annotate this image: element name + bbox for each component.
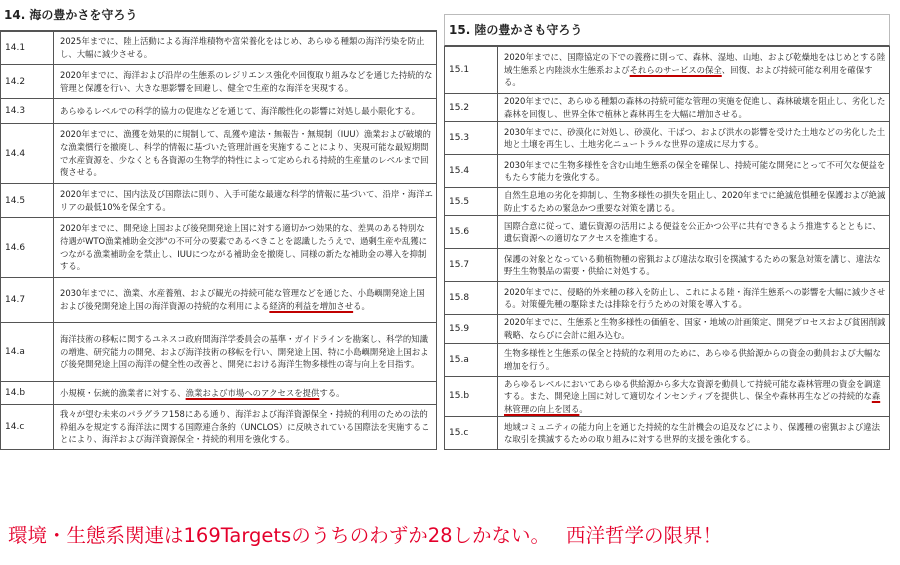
- target-row: [445, 282, 890, 315]
- target-id: 15.7: [445, 249, 498, 282]
- underlined-phrase: それらのサービスの保全: [629, 64, 722, 75]
- target-id: 14.7: [1, 278, 54, 323]
- target-text-part: あらゆるレベルにおいてあらゆる供給源から多大な資源を動員して持続可能な森林管理の資金を調達する。また、開発途上国に対して適切なインセンティブを提供し、保全や森林再生などの持続的な: [504, 378, 881, 402]
- footer-caption: [8, 520, 892, 560]
- target-row: [445, 417, 890, 450]
- target-text: [54, 382, 437, 405]
- sdg15-table: [444, 46, 890, 450]
- target-row: [445, 188, 890, 216]
- target-id: 14.a: [1, 323, 54, 382]
- target-row: [1, 382, 437, 405]
- target-id: 14.5: [1, 184, 54, 218]
- target-row: [1, 124, 437, 184]
- target-row: [1, 405, 437, 450]
- target-id: 15.8: [445, 282, 498, 315]
- target-row: [445, 155, 890, 188]
- target-text: 保護の対象となっている動植物種の密猟および違法な取引を撲滅するための緊急対策を講じ、違法な野生生物製品の需要・供給に対処する。: [498, 249, 890, 282]
- sdg14-table: [0, 31, 437, 450]
- target-text: [498, 376, 890, 417]
- target-row: [1, 278, 437, 323]
- target-text: 2030年までに生物多様性を含む山地生態系の保全を確保し、持続可能な開発にとって不可欠な便益をもたらす能力を強化する。: [498, 155, 890, 188]
- target-text: 生物多様性と生態系の保全と持続的な利用のために、あらゆる供給源からの資金の動員および大幅な増加を行う。: [498, 343, 890, 376]
- target-row: [445, 47, 890, 94]
- target-row: [1, 184, 437, 218]
- underlined-phrase: 森林管理の向上を図る: [504, 391, 881, 414]
- target-text: [498, 47, 890, 94]
- target-id: 15.c: [445, 417, 498, 450]
- target-text: 国際合意に従って、遺伝資源の活用による便益を公正かつ公平に共有できるよう推進するとともに、遺伝資源への適切なアクセスを推進する。: [498, 216, 890, 249]
- target-id: 14.3: [1, 99, 54, 124]
- target-text: 2020年までに、国内法及び国際法に則り、入手可能な最適な科学的情報に基づいて、沿岸・海洋エリアの最低10%を保全する。: [54, 184, 437, 218]
- footer-conclusion: 西洋哲学の限界！: [566, 524, 723, 547]
- target-text: 2030年までに、砂漠化に対処し、砂漠化、干ばつ、および洪水の影響を受けた土地などの劣化した土地と土壌を再生し、土地劣化ニュートラルな世界の達成に尽力する。: [498, 122, 890, 155]
- target-text: [54, 278, 437, 323]
- target-row: [445, 122, 890, 155]
- target-text: 自然生息地の劣化を抑制し、生物多様性の損失を阻止し、2020年までに絶滅危惧種を保護および絶滅防止するための緊急かつ重要な対策を講じる。: [498, 188, 890, 216]
- target-id: 14.1: [1, 32, 54, 65]
- target-text: 2020年までに、あらゆる種類の森林の持続可能な管理の実施を促進し、森林破壊を阻止し、劣化した森林を回復し、世界全体で植林と森林再生を大幅に増加させる。: [498, 94, 890, 122]
- target-row: [1, 218, 437, 278]
- sdg14-panel: [0, 0, 437, 450]
- underlined-phrase: 漁業および市場へのアクセスを提供: [185, 387, 320, 398]
- target-text-part: 。: [579, 403, 588, 414]
- target-row: [1, 323, 437, 382]
- target-text: 我々が望む未来のパラグラフ158にある通り、海洋および海洋資源保全・持続的利用のための法的枠組みを規定する海洋法に関する国際連合条約（UNCLOS）に反映されている国際法を実施することにより、海洋および海洋資源保全・持続的利用を強化する。: [54, 405, 437, 450]
- target-id: 15.9: [445, 315, 498, 343]
- target-text-part: する。: [319, 387, 345, 398]
- target-row: [1, 65, 437, 99]
- target-text-part: 2030年までに、漁業、水産養殖、および観光の持続可能な管理などを通じた、小島嶼開発途上国および後発開発途上国の海洋資源の持続的な利用による: [60, 288, 425, 311]
- target-id: 15.a: [445, 343, 498, 376]
- sdg14-title: 14. 海の豊かさを守ろう: [0, 0, 437, 31]
- target-text: 地域コミュニティの能力向上を通じた持続的な生計機会の追及などにより、保護種の密猟および違法な取引を撲滅するための取り組みに対する世界的支援を強化する。: [498, 417, 890, 450]
- target-id: 14.4: [1, 124, 54, 184]
- target-text: 2020年までに、生態系と生物多様性の価値を、国家・地域の計画策定、開発プロセスおよび貧困削減戦略、ならびに会計に組み込む。: [498, 315, 890, 343]
- target-id: 15.5: [445, 188, 498, 216]
- target-text-part: 2020年までに、国際協定の下での義務に則って、森林、湿地、山地、および乾燥地をはじめとする陸域生態系と内陸淡水生態系および: [504, 52, 886, 75]
- target-id: 14.6: [1, 218, 54, 278]
- target-text: 2020年までに、漁獲を効果的に規制して、乱獲や違法・無報告・無規制（IUU）漁業および破壊的な漁業慣行を撤廃し、科学的情報に基づいた管理計画を実施することにより、実現可能な最短期間で水産資源を、少なくとも各資源の生物学的特性によって定められる持続的生産量のレベルまで回復させる。: [54, 124, 437, 184]
- target-text: 2020年までに、侵略的外来種の移入を防止し、これによる陸・海洋生態系への影響を大幅に減少させる。対策優先種の駆除または排除を行うための対策を導入する。: [498, 282, 890, 315]
- target-id: 14.2: [1, 65, 54, 99]
- target-text-part: る。: [353, 301, 370, 311]
- target-id: 15.1: [445, 47, 498, 94]
- target-id: 15.3: [445, 122, 498, 155]
- target-row: [445, 376, 890, 417]
- target-text-part: 、回復、および持続可能な利用を確保する。: [504, 64, 873, 88]
- target-id: 15.2: [445, 94, 498, 122]
- target-text: 海洋技術の移転に関するユネスコ政府間海洋学委員会の基準・ガイドラインを勘案し、科学的知識の増進、研究能力の開発、および海洋技術の移転を行い、開発途上国、特に小島嶼開発途上国および後発開発途上国の海洋の健全性の改善と、開発における海洋生物多様性の寄与向上を目指す。: [54, 323, 437, 382]
- target-row: [445, 315, 890, 343]
- target-id: 14.b: [1, 382, 54, 405]
- target-row: [445, 216, 890, 249]
- target-text: あらゆるレベルでの科学的協力の促進などを通じて、海洋酸性化の影響に対処し最小限化する。: [54, 99, 437, 124]
- target-row: [1, 32, 437, 65]
- sdg15-title: 15. 陸の豊かさも守ろう: [444, 14, 890, 46]
- target-row: [445, 94, 890, 122]
- target-row: [445, 343, 890, 376]
- target-text: 2020年までに、開発途上国および後発開発途上国に対する適切かつ効果的な、差異のある特別な待遇がWTO漁業補助金交渉"の不可分の要素であるべきことを認識したうえで、過剰生産や乱獲につながる漁業補助金を禁止し、IUUにつながる補助金を撤廃し、同様の新たな補助金の導入を抑制する。: [54, 218, 437, 278]
- target-id: 15.b: [445, 376, 498, 417]
- target-id: 15.4: [445, 155, 498, 188]
- target-text-part: 小規模・伝統的漁業者に対する、: [60, 387, 186, 398]
- target-row: [445, 249, 890, 282]
- footer-statement: 環境・生態系関連は169Targetsのうちのわずか28しかない。: [8, 524, 551, 547]
- target-text: 2025年までに、陸上活動による海洋堆積物や富栄養化をはじめ、あらゆる種類の海洋汚染を防止し、大幅に減少させる。: [54, 32, 437, 65]
- target-id: 15.6: [445, 216, 498, 249]
- sdg15-panel: [444, 14, 890, 450]
- target-row: [1, 99, 437, 124]
- target-id: 14.c: [1, 405, 54, 450]
- underlined-phrase: 経済的利益を増加させ: [269, 301, 354, 311]
- target-text: 2020年までに、海洋および沿岸の生態系のレジリエンス強化や回復取り組みなどを通じた持続的な管理と保護を行い、大きな悪影響を回避し、健全で生産的な海洋を実現する。: [54, 65, 437, 99]
